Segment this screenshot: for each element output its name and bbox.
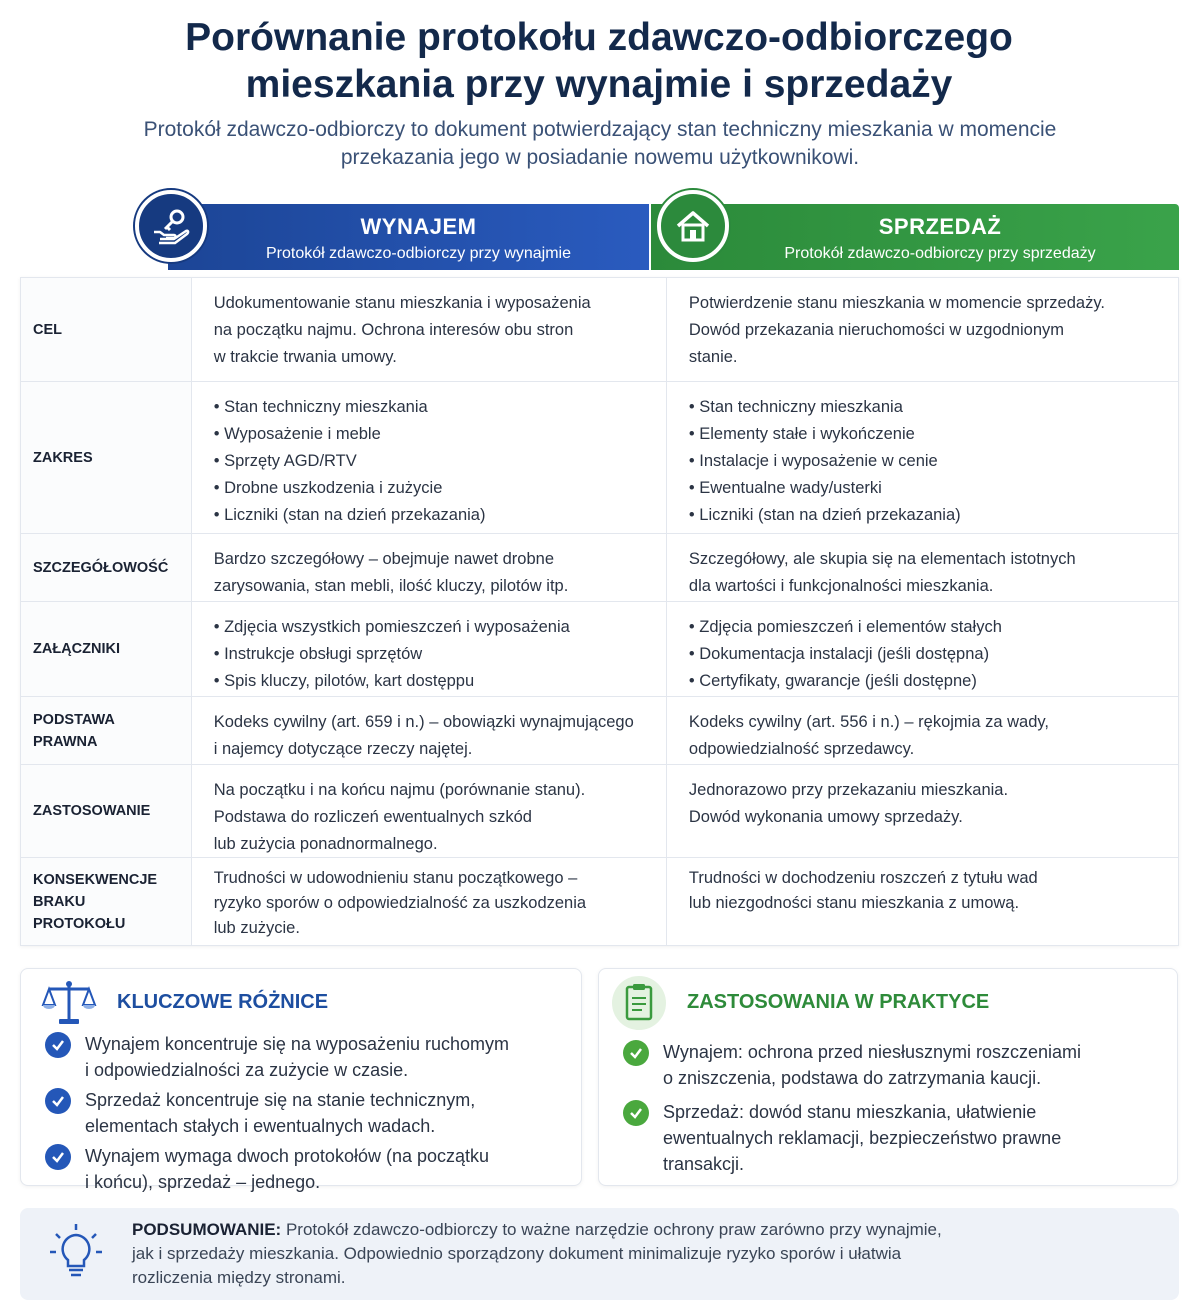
summary-box [20, 1208, 1179, 1300]
summary-line-3: rozliczenia między stronami. [132, 1268, 346, 1287]
cell-line: w trakcie trwania umowy. [213, 348, 397, 366]
item-line: Wynajem wymaga dwoch protokołów (na początku [85, 1146, 490, 1166]
hand-key-icon [135, 190, 207, 262]
sale-cell [667, 602, 1178, 696]
sale-cell [667, 765, 1178, 857]
key-differences-card [20, 968, 582, 1192]
row-label: ZAKRES [21, 382, 192, 533]
cell-line: Na początku i na końcu najmu (porównanie stanu). [213, 781, 586, 799]
sale-cell [667, 697, 1178, 764]
cell-line: Kodeks cywilny (art. 659 i n.) – obowiązki wynajmującego [213, 713, 634, 731]
list-item [623, 1099, 1061, 1177]
check-icon [45, 1144, 71, 1170]
rent-cell [192, 382, 667, 533]
table-row [21, 857, 1178, 945]
sale-heading: SPRZEDAŻ [878, 214, 1002, 239]
lightbulb-icon [50, 1222, 102, 1287]
cell-line: lub zużycie. [213, 919, 300, 937]
subtitle-line-2: przekazania jego w posiadanie nowemu użytkownikowi. [340, 146, 860, 169]
sale-column-header [651, 204, 1179, 270]
cell-line: Trudności w udowodnieniu stanu początkowego – [213, 869, 578, 887]
practice-title: ZASTOSOWANIA W PRAKTYCE [687, 991, 990, 1013]
cell-line: na początku najmu. Ochrona interesów obu stron [213, 321, 574, 339]
table-row [21, 381, 1178, 533]
cell-line: odpowiedzialność sprzedawcy. [688, 740, 915, 758]
row-label: ZASTOSOWANIE [21, 765, 192, 857]
summary-lead: PODSUMOWANIE: [132, 1220, 282, 1239]
list-item [45, 1031, 509, 1083]
list-item [623, 1039, 1081, 1091]
cell-line: dla wartości i funkcjonalności mieszkania. [688, 577, 994, 595]
sale-subheading: Protokół zdawczo-odbiorczy przy sprzedaży [784, 245, 1096, 262]
summary-line-2: jak i sprzedaży mieszkania. Odpowiednio sporządzony dokument minimalizuje ryzyko sporów i ułatwia [132, 1244, 902, 1263]
check-icon [623, 1100, 649, 1126]
list-item: • Zdjęcia pomieszczeń i elementów stałych [689, 614, 1156, 641]
sale-cell [667, 382, 1178, 533]
list-item: • Elementy stałe i wykończenie [689, 421, 1156, 448]
row-label: PODSTAWA PRAWNA [21, 697, 192, 764]
item-line: Wynajem koncentruje się na wyposażeniu ruchomym [85, 1034, 510, 1054]
page-title [0, 14, 1198, 108]
list-item: • Zdjęcia wszystkich pomieszczeń i wyposażenia [214, 614, 644, 641]
cell-line: i najemcy dotyczące rzeczy najętej. [213, 740, 473, 758]
row-label [21, 858, 192, 945]
list-item: • Stan techniczny mieszkania [214, 394, 644, 421]
subtitle-line-1: Protokół zdawczo-odbiorczy to dokument potwierdzający stan techniczny mieszkania w momencie [143, 118, 1057, 141]
rent-cell [192, 278, 667, 381]
rent-cell [192, 697, 667, 764]
list-item: • Dokumentacja instalacji (jeśli dostępna) [689, 641, 1156, 668]
list-item [45, 1143, 489, 1195]
scales-icon [41, 977, 97, 1034]
list-item [45, 1087, 475, 1139]
table-row [21, 278, 1178, 381]
check-icon [623, 1040, 649, 1066]
practice-card [598, 968, 1178, 1186]
cell-line: Podstawa do rozliczeń ewentualnych szkód [213, 808, 532, 826]
title-line-2: mieszkania przy wynajmie i sprzedaży [245, 63, 953, 106]
clipboard-icon [611, 975, 667, 1036]
list-item: • Certyfikaty, gwarancje (jeśli dostępne) [689, 668, 1156, 695]
rent-subheading: Protokół zdawczo-odbiorczy przy wynajmie [266, 245, 571, 262]
row-label-line: KONSEKWENCJE [33, 871, 158, 888]
cell-line: Trudności w dochodzeniu roszczeń z tytułu wad [688, 869, 1038, 887]
list-item: • Drobne uszkodzenia i zużycie [214, 475, 644, 502]
cell-line: Kodeks cywilny (art. 556 i n.) – rękojmia za wady, [688, 713, 1049, 731]
rent-cell [192, 602, 667, 696]
rent-cell [192, 534, 667, 601]
item-line: Sprzedaż: dowód stanu mieszkania, ułatwienie [663, 1102, 1037, 1122]
item-line: transakcji. [663, 1154, 745, 1174]
house-icon [657, 190, 729, 262]
row-label-line: BRAKU PROTOKOŁU [33, 893, 126, 932]
comparison-table [20, 277, 1179, 946]
list-item: • Sprzęty AGD/RTV [214, 448, 644, 475]
title-line-1: Porównanie protokołu zdawczo-odbiorczego [185, 16, 1013, 59]
rent-column-header [168, 204, 649, 270]
rent-cell [192, 765, 667, 857]
summary-text [132, 1218, 1032, 1290]
list-item: • Instrukcje obsługi sprzętów [214, 641, 644, 668]
list-item: • Spis kluczy, pilotów, kart dostęppu [214, 668, 644, 695]
row-label: SZCZEGÓŁOWOŚĆ [21, 534, 192, 601]
item-line: i końcu), sprzedaż – jednego. [85, 1172, 321, 1192]
key-differences-title: KLUCZOWE RÓŻNICE [117, 991, 329, 1013]
cell-line: zarysowania, stan mebli, ilość kluczy, pilotów itp. [213, 577, 569, 595]
table-row [21, 533, 1178, 601]
row-label: CEL [21, 278, 192, 381]
cell-line: Udokumentowanie stanu mieszkania i wyposażenia [213, 294, 591, 312]
table-row [21, 696, 1178, 764]
list-item: • Stan techniczny mieszkania [689, 394, 1156, 421]
cell-line: Szczegółowy, ale skupia się na elementach istotnych [688, 550, 1076, 568]
check-icon [45, 1088, 71, 1114]
cell-line: lub niezgodności stanu mieszkania z umową. [688, 894, 1020, 912]
cell-line: Dowód wykonania umowy sprzedaży. [688, 808, 963, 826]
sale-cell [667, 534, 1178, 601]
table-row [21, 601, 1178, 696]
list-item: • Instalacje i wyposażenie w cenie [689, 448, 1156, 475]
sale-cell [667, 278, 1178, 381]
table-row [21, 764, 1178, 857]
cell-line: Dowód przekazania nieruchomości w uzgodnionym [688, 321, 1064, 339]
item-line: Sprzedaż koncentruje się na stanie technicznym, [85, 1090, 476, 1110]
item-line: o zniszczenia, podstawa do zatrzymania kaucji. [663, 1068, 1042, 1088]
rent-heading: WYNAJEM [360, 214, 477, 239]
item-line: i odpowiedzialności za zużycie w czasie. [85, 1060, 409, 1080]
rent-cell [192, 858, 667, 945]
list-item: • Ewentualne wady/usterki [689, 475, 1156, 502]
page-subtitle [100, 116, 1100, 172]
cell-line: Potwierdzenie stanu mieszkania w momencie sprzedaży. [688, 294, 1105, 312]
summary-line-1: Protokół zdawczo-odbiorczy to ważne narzędzie ochrony praw zarówno przy wynajmie, [285, 1220, 942, 1239]
item-line: Wynajem: ochrona przed niesłusznymi roszczeniami [663, 1042, 1081, 1062]
cell-line: ryzyko sporów o odpowiedzialność za uszkodzenia [213, 894, 587, 912]
item-line: elementach stałych i ewentualnych wadach. [85, 1116, 436, 1136]
list-item: • Liczniki (stan na dzień przekazania) [214, 502, 644, 529]
item-line: ewentualnych reklamacji, bezpieczeństwo prawne [663, 1128, 1062, 1148]
cell-line: lub zużycia ponadnormalnego. [213, 835, 438, 853]
cell-line: Bardzo szczegółowy – obejmuje nawet drobne [213, 550, 554, 568]
sale-cell [667, 858, 1178, 945]
check-icon [45, 1032, 71, 1058]
row-label: ZAŁĄCZNIKI [21, 602, 192, 696]
list-item: • Liczniki (stan na dzień przekazania) [689, 502, 1156, 529]
cell-line: stanie. [688, 348, 738, 366]
cell-line: Jednorazowo przy przekazaniu mieszkania. [688, 781, 1009, 799]
list-item: • Wyposażenie i meble [214, 421, 644, 448]
